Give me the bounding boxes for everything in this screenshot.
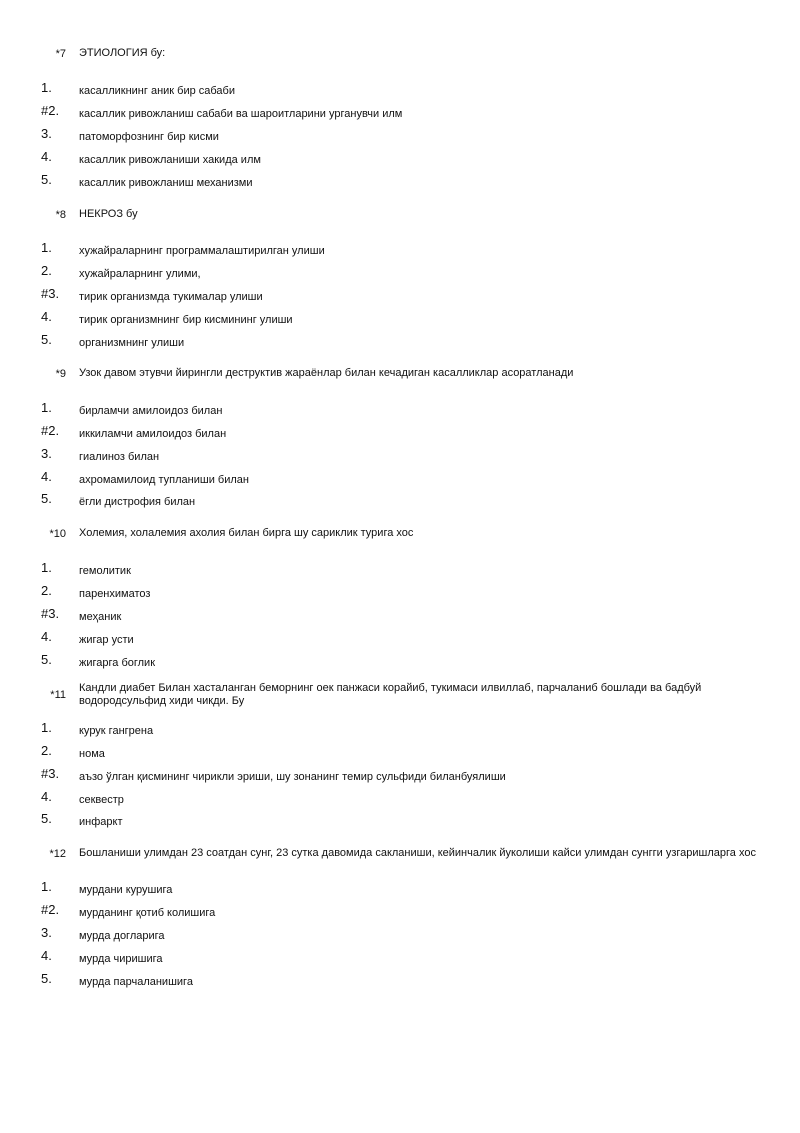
option-text: касаллик ривожланиши хакида илм [79,154,261,166]
option-number: 1. [41,879,52,894]
question-number: *12 [49,848,66,860]
option-text: ёгли дистрофия билан [79,496,196,508]
option-number: 5. [41,172,52,187]
answer-option [0,263,800,283]
option-number: 4. [41,629,52,644]
question-number: *8 [55,209,66,221]
answer-option [0,583,800,603]
option-number: 5. [41,811,52,826]
question-number: *10 [49,528,66,540]
answer-option [0,766,800,786]
option-number: 3. [41,126,52,141]
answer-option [0,971,800,991]
option-text: нома [79,748,105,760]
answer-option [0,80,800,100]
option-number: 1. [41,560,52,575]
answer-option [0,172,800,192]
answer-option [0,652,800,672]
question-text: ЭТИОЛОГИЯ бу: [79,47,166,59]
option-text: мурданинг қотиб колишига [79,907,216,919]
option-number: 1. [41,720,52,735]
option-text: организмнинг улиши [79,337,185,349]
option-text: тирик организмда тукималар улиши [79,291,263,303]
option-text: жигарга боглик [79,657,156,669]
option-text: мурда чиришига [79,953,163,965]
option-text: патоморфознинг бир кисми [79,131,219,143]
option-number: 3. [41,925,52,940]
option-text: жигар усти [79,634,134,646]
option-text: гиалиноз билан [79,451,160,463]
answer-option [0,902,800,922]
option-text: бирламчи амилоидоз билан [79,405,223,417]
option-text: ахромамилоид тупланиши билан [79,474,249,486]
question-text: НЕКРОЗ бу [79,208,138,220]
option-number: #2. [41,103,60,118]
answer-option [0,879,800,899]
option-text: хужайраларнинг улими, [79,268,201,280]
option-text: курук гангрена [79,725,154,737]
option-number: #3. [41,286,60,301]
question-number: *9 [55,368,66,380]
answer-option [0,446,800,466]
option-number: 1. [41,240,52,255]
answer-option [0,309,800,329]
option-number: #3. [41,606,60,621]
answer-option [0,811,800,831]
option-text: касаллик ривожланиш сабаби ва шароитларини урганувчи илм [79,108,403,120]
answer-option [0,103,800,123]
option-number: 4. [41,469,52,484]
answer-option [0,948,800,968]
option-text: паренхиматоз [79,588,151,600]
option-number: 4. [41,948,52,963]
answer-option [0,149,800,169]
answer-option [0,423,800,443]
option-number: 4. [41,149,52,164]
option-text: тирик организмнинг бир кисмининг улиши [79,314,293,326]
option-text: мурда догларига [79,930,165,942]
question-text: Узок давом этувчи йирингли деструктив жараёнлар билан кечадиган касалликлар асоратланади [79,367,574,379]
option-number: 2. [41,583,52,598]
answer-option [0,332,800,352]
option-number: 1. [41,400,52,415]
question-text: Бошланиши улимдан 23 соатдан сунг, 23 сутка давомида сакланиши, кейинчалик йуколиши кайси улимдан сунгги узгаришларга хос [79,847,756,859]
answer-option [0,400,800,420]
option-text: хужайраларнинг программалаштирилган улиши [79,245,325,257]
option-text: секвестр [79,794,124,806]
option-text: аъзо ўлган қисмининг чирикли эриши, шу зонанинг темир сульфиди биланбуялиши [79,771,506,783]
option-number: 5. [41,652,52,667]
option-text: гемолитик [79,565,131,577]
answer-option [0,286,800,306]
question-number: *7 [55,48,66,60]
answer-option [0,720,800,740]
answer-option [0,126,800,146]
option-number: #2. [41,423,60,438]
option-number: 4. [41,789,52,804]
option-number: 4. [41,309,52,324]
option-number: 1. [41,80,52,95]
answer-option [0,240,800,260]
answer-option [0,469,800,489]
answer-option [0,560,800,580]
option-text: касалликнинг аник бир сабаби [79,85,235,97]
option-number: 2. [41,263,52,278]
option-number: 5. [41,332,52,347]
answer-option [0,789,800,809]
option-number: 5. [41,491,52,506]
answer-option [0,606,800,626]
option-number: #3. [41,766,60,781]
option-number: 2. [41,743,52,758]
answer-option [0,629,800,649]
question-text: Холемия, холалемия ахолия билан бирга шу сариклик турига хос [79,527,414,539]
question-text: Кандли диабет Билан хасталанган беморнинг оек панжаси корайиб, тукимаси илвиллаб, парчаланиб бошлади ва бадбуй водородсульфид хиди чикди. Бу [79,682,702,707]
question-number: *11 [50,689,66,701]
option-number: 5. [41,971,52,986]
option-text: меҳаник [79,611,122,623]
answer-option [0,491,800,511]
option-text: мурдани курушига [79,884,173,896]
option-text: мурда парчаланишига [79,976,193,988]
option-text: иккиламчи амилоидоз билан [79,428,227,440]
option-text: касаллик ривожланиш механизми [79,177,253,189]
option-number: #2. [41,902,60,917]
option-number: 3. [41,446,52,461]
answer-option [0,743,800,763]
answer-option [0,925,800,945]
option-text: инфаркт [79,816,123,828]
